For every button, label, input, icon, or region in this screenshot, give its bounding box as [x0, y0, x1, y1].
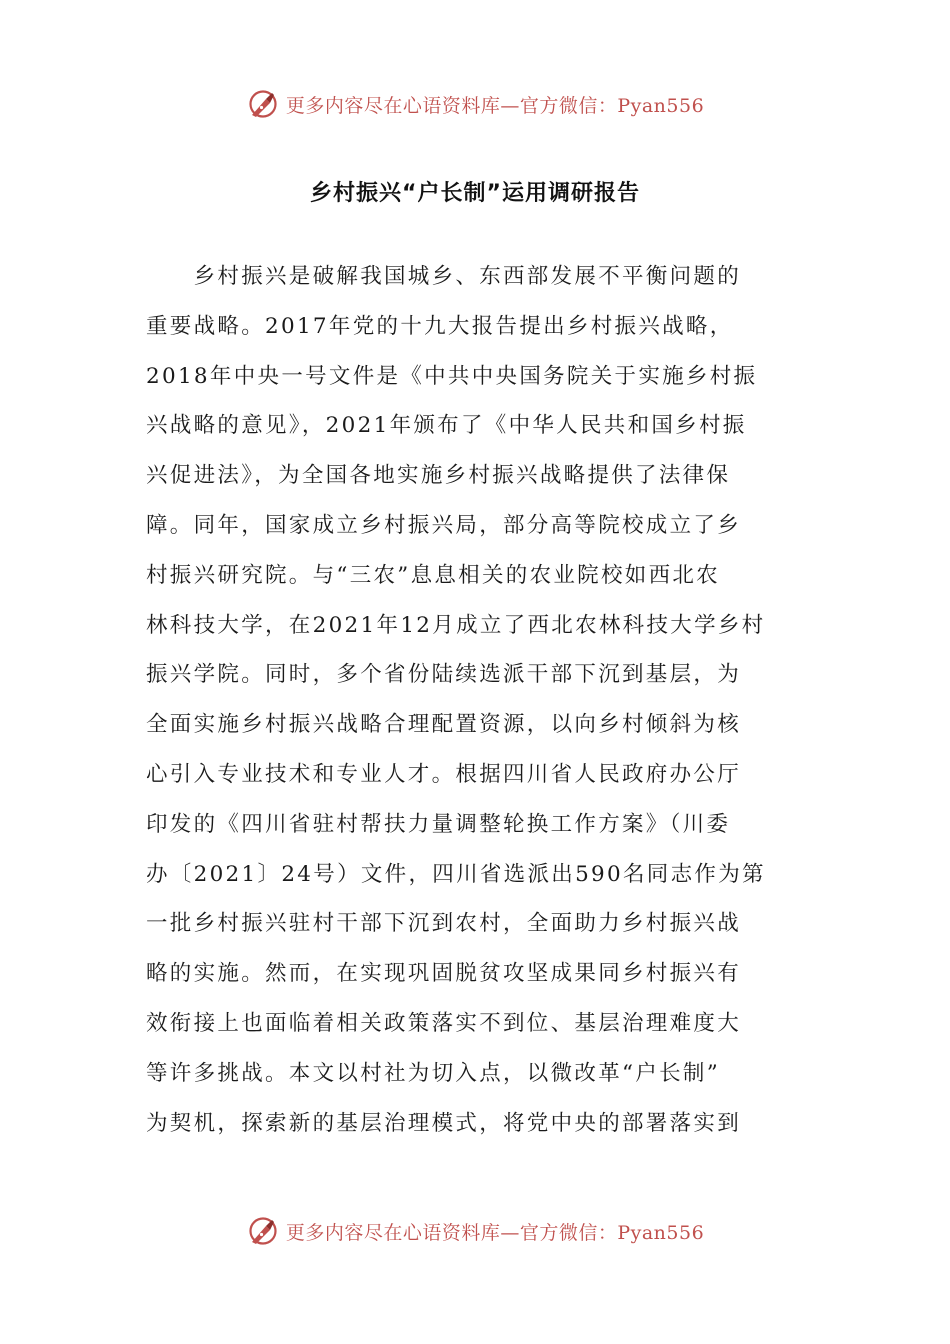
body-line: 障。同年，国家成立乡村振兴局，部分高等院校成立了乡 [146, 512, 742, 538]
body-line: 为契机，探索新的基层治理模式，将党中央的部署落实到 [146, 1110, 742, 1136]
footer-watermark-banner [0, 1211, 950, 1251]
body-line: 兴促进法》，为全国各地实施乡村振兴战略提供了法律保 [146, 463, 731, 489]
pen-nib-logo-icon [246, 1214, 280, 1248]
body-line: 全面实施乡村振兴战略合理配置资源，以向乡村倾斜为核 [146, 712, 742, 738]
body-line: 乡村振兴是破解我国城乡、东西部发展不平衡问题的 [146, 264, 742, 289]
body-line: 效衔接上也面临着相关政策落实不到位、基层治理难度大 [146, 1010, 742, 1036]
header-watermark-banner [0, 84, 950, 124]
body-line: 振兴学院。同时，多个省份陆续选派干部下沉到基层，为 [146, 662, 742, 688]
document-body [146, 252, 806, 1148]
body-line: 兴战略的意见》，2021年颁布了《中华人民共和国乡村振 [146, 413, 747, 439]
pen-nib-logo-icon [246, 87, 280, 121]
body-line: 等许多挑战。本文以村社为切入点，以微改革“户长制” [146, 1060, 720, 1086]
body-line: 重要战略。2017年党的十九大报告提出乡村振兴战略， [146, 313, 734, 339]
body-line: 一批乡村振兴驻村干部下沉到农村，全面助力乡村振兴战 [146, 911, 742, 937]
body-line: 印发的《四川省驻村帮扶力量调整轮换工作方案》（川委 [146, 811, 731, 837]
body-line: 2018年中央一号文件是《中共中央国务院关于实施乡村振 [146, 363, 758, 389]
body-line: 林科技大学，在2021年12月成立了西北农林科技大学乡村 [146, 612, 766, 638]
body-line: 村振兴研究院。与“三农”息息相关的农业院校如西北农 [146, 562, 720, 588]
body-line: 办〔2021〕24号）文件，四川省选派出590名同志作为第 [146, 861, 766, 887]
watermark-text: 更多内容尽在心语资料库—官方微信：Pyan556 [285, 1221, 705, 1244]
body-line: 心引入专业技术和专业人才。根据四川省人民政府办公厅 [146, 761, 742, 787]
body-line: 略的实施。然而，在实现巩固脱贫攻坚成果同乡村振兴有 [146, 961, 742, 987]
watermark-text: 更多内容尽在心语资料库—官方微信：Pyan556 [285, 94, 705, 117]
document-title: 乡村振兴“户长制”运用调研报告 [310, 181, 640, 206]
